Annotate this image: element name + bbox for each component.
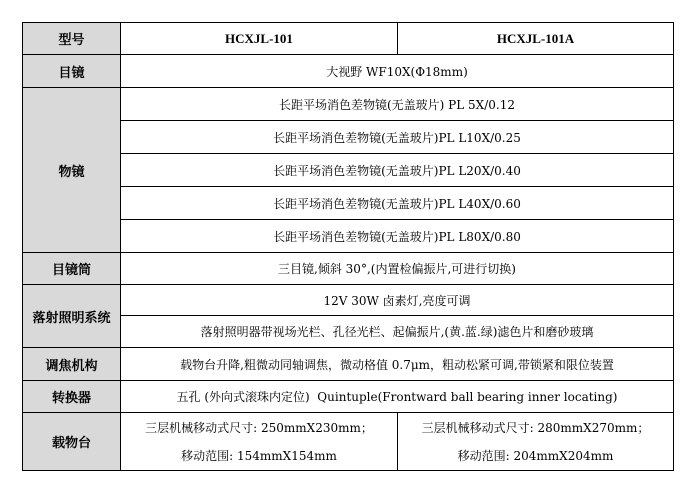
model-row <box>23 23 674 55</box>
stage-b-range: 移动范围: 204mmX204mm <box>457 449 614 463</box>
objective-item: 长距平场消色差物镜(无盖玻片) PL 5X/0.12 <box>121 88 674 121</box>
objective-row <box>23 121 674 154</box>
illumination-lamp: 12V 30W 卤素灯,亮度可调 <box>121 285 674 316</box>
illumination-row <box>23 285 674 316</box>
stage-b-cell <box>398 413 674 471</box>
stage-a-range: 移动范围: 154mmX154mm <box>181 449 337 463</box>
stage-a-cell <box>121 413 398 471</box>
nosepiece-label: 转换器 <box>23 381 121 413</box>
stage-label: 载物台 <box>23 413 121 471</box>
model-b: HCXJL-101A <box>398 23 674 55</box>
objective-item: 长距平场消色差物镜(无盖玻片)PL L80X/0.80 <box>121 220 674 253</box>
eyepiece-value: 大视野 WF10X(Φ18mm) <box>121 55 674 88</box>
stage-b-size: 三层机械移动式尺寸: 280mmX270mm； <box>421 421 650 435</box>
stage-row <box>23 413 674 471</box>
objective-row <box>23 88 674 121</box>
objective-item: 长距平场消色差物镜(无盖玻片)PL L40X/0.60 <box>121 187 674 220</box>
model-a: HCXJL-101 <box>121 23 398 55</box>
objective-item: 长距平场消色差物镜(无盖玻片)PL L20X/0.40 <box>121 154 674 187</box>
illumination-illuminator: 落射照明器带视场光栏、孔径光栏、起偏振片,(黄.蓝.绿)滤色片和磨砂玻璃 <box>121 316 674 348</box>
objective-item: 长距平场消色差物镜(无盖玻片)PL L10X/0.25 <box>121 121 674 154</box>
nosepiece-value: 五孔 (外向式滚珠内定位) Quintuple(Frontward ball bearing inner locating) <box>121 381 674 413</box>
tube-value: 三目镜,倾斜 30°,(内置检偏振片,可进行切换) <box>121 253 674 285</box>
focus-label: 调焦机构 <box>23 348 121 381</box>
illumination-label: 落射照明系统 <box>23 285 121 348</box>
eyepiece-label: 目镜 <box>23 55 121 88</box>
objective-row <box>23 220 674 253</box>
objective-row <box>23 154 674 187</box>
tube-row <box>23 253 674 285</box>
nosepiece-row <box>23 381 674 413</box>
objective-row <box>23 187 674 220</box>
objective-label: 物镜 <box>23 88 121 253</box>
focus-row <box>23 348 674 381</box>
spec-table <box>22 22 674 471</box>
stage-a-size: 三层机械移动式尺寸: 250mmX230mm； <box>145 421 373 435</box>
model-label: 型号 <box>23 23 121 55</box>
focus-value: 载物台升降,粗微动同轴调焦，微动格值 0.7μm，粗动松紧可调,带锁紧和限位装置 <box>121 348 674 381</box>
tube-label: 目镜筒 <box>23 253 121 285</box>
eyepiece-row <box>23 55 674 88</box>
illumination-row <box>23 316 674 348</box>
